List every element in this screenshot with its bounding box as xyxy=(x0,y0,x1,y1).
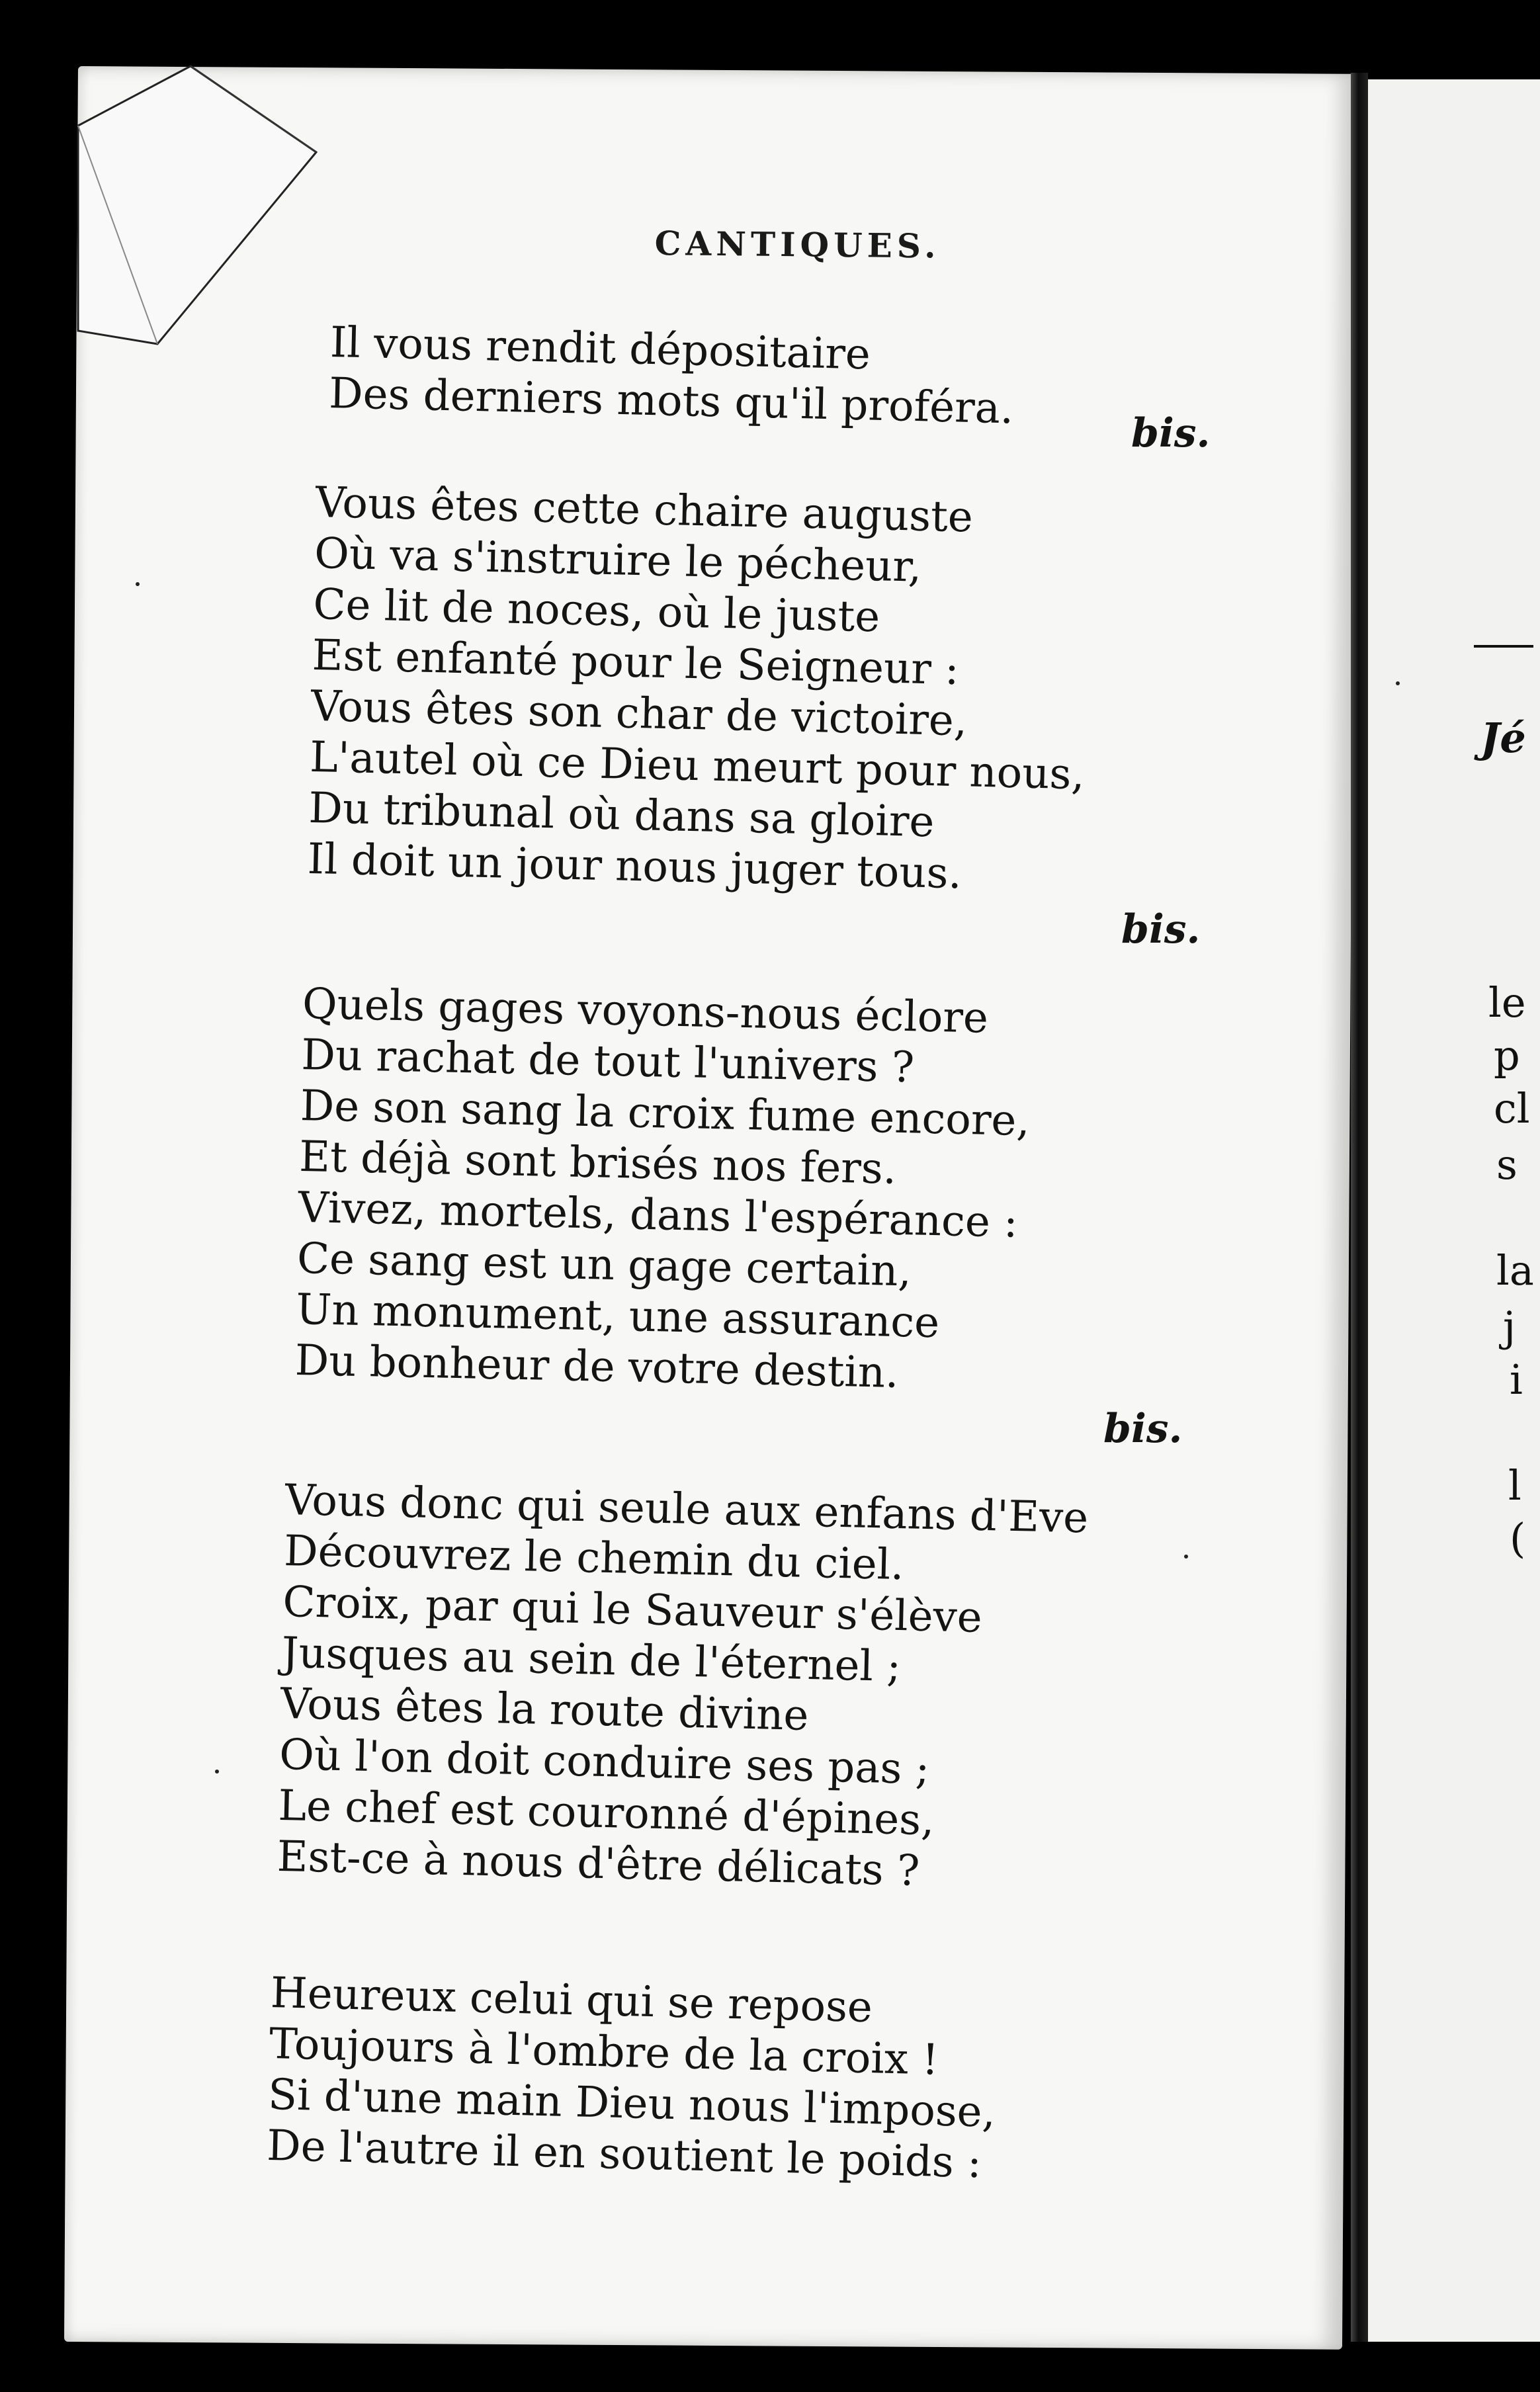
verse-line: Ce sang est un gage certain, xyxy=(296,1234,912,1297)
stanza-1 xyxy=(329,318,1015,435)
facing-page-fragment: i xyxy=(1510,1355,1523,1404)
verse-line: Des derniers mots qu'il proféra. xyxy=(328,368,1015,434)
refrain-mark: bis. xyxy=(1131,410,1211,456)
verse-line: Est enfanté pour le Seigneur : xyxy=(312,630,960,695)
facing-page-fragment: s xyxy=(1496,1140,1518,1189)
verse-line: Ce lit de noces, où le juste xyxy=(312,579,880,642)
verse-line: Vous êtes la route divine xyxy=(280,1679,810,1741)
stanza-4 xyxy=(277,1475,1089,1901)
facing-page-fragment: cl xyxy=(1494,1084,1530,1132)
verse-line: Où l'on doit conduire ses pas ; xyxy=(278,1730,931,1795)
facing-page-fragment: Jé xyxy=(1480,714,1526,762)
verse-line: Du tribunal où dans sa gloire xyxy=(308,783,935,847)
verse-line: Toujours à l'ombre de la croix ! xyxy=(269,2019,939,2085)
paper-speck xyxy=(1396,681,1400,685)
verse-line: Vivez, mortels, dans l'espérance : xyxy=(297,1183,1019,1248)
verse-line: L'autel où ce Dieu meurt pour nous, xyxy=(309,732,1086,800)
verse-line: Et déjà sont brisés nos fers. xyxy=(298,1132,897,1194)
verse-line: Il doit un jour nous juger tous. xyxy=(307,834,962,899)
verse-line: De l'autre il en soutient le poids : xyxy=(266,2121,982,2188)
facing-page-fragment: l xyxy=(1508,1461,1521,1510)
facing-page-fragment: ( xyxy=(1510,1514,1526,1562)
facing-page-fragment: p xyxy=(1494,1031,1520,1080)
facing-page xyxy=(1368,79,1540,2342)
verse-line: Où va s'instruire le pécheur, xyxy=(314,529,923,592)
verse-line: Quels gages voyons-nous éclore xyxy=(302,979,989,1043)
refrain-mark: bis. xyxy=(1103,1406,1183,1452)
verse-line: Le chef est couronné d'épines, xyxy=(277,1781,935,1846)
running-head: CANTIQUES. xyxy=(654,224,941,266)
folded-corner xyxy=(78,66,316,344)
stanza-5 xyxy=(266,1968,998,2190)
verse-line: Vous êtes cette chaire auguste xyxy=(315,478,974,542)
stanza-3 xyxy=(294,979,1033,1402)
verse-line: Découvrez le chemin du ciel. xyxy=(283,1526,905,1590)
stanza-2 xyxy=(307,478,1091,902)
facing-page-fragment: j xyxy=(1503,1303,1516,1351)
verse-line: Jusques au sein de l'éternel ; xyxy=(281,1628,902,1692)
verse-line: Vous êtes son char de victoire, xyxy=(310,681,968,746)
verse-line: Croix, par qui le Sauveur s'élève xyxy=(282,1577,983,1643)
paper-speck xyxy=(136,582,140,586)
binding-gutter xyxy=(1351,73,1368,2342)
verse-line: Un monument, une assurance xyxy=(295,1285,940,1348)
verse-line: Du rachat de tout l'univers ? xyxy=(300,1030,915,1093)
verse-line: Du bonheur de votre destin. xyxy=(294,1336,900,1398)
paper-speck xyxy=(1184,1555,1188,1559)
verse-line: Si d'une main Dieu nous l'impose, xyxy=(267,2070,996,2137)
paper-speck xyxy=(215,1770,219,1773)
facing-page-fragment: le xyxy=(1488,978,1526,1027)
verse-line: Il vous rendit dépositaire xyxy=(329,318,871,380)
verse-line: Heureux celui qui se repose xyxy=(270,1968,873,2033)
refrain-mark: bis. xyxy=(1121,906,1201,953)
facing-page-rule xyxy=(1474,645,1533,648)
facing-page-fragment: la xyxy=(1496,1246,1534,1295)
verse-line: Est-ce à nous d'être délicats ? xyxy=(277,1832,921,1896)
verse-line: De son sang la croix fume encore, xyxy=(300,1081,1031,1146)
verse-line: Vous donc qui seule aux enfans d'Eve xyxy=(284,1475,1089,1543)
